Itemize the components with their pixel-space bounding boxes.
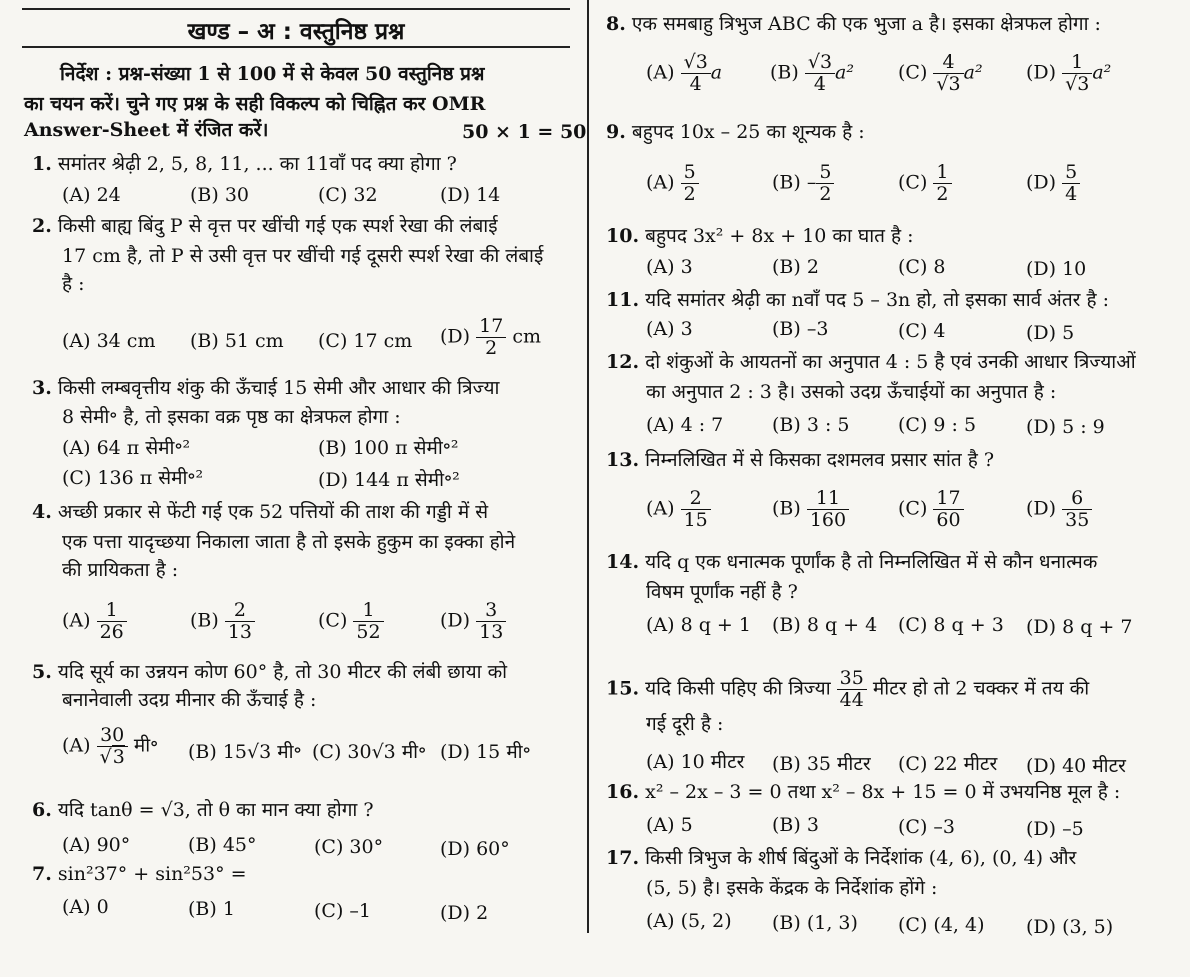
option-b[interactable]: (B) – $\frac{5}{2}$ <box>772 162 834 205</box>
option-c[interactable]: (C) 9 : 5 <box>898 414 977 436</box>
question-text: विषम पूर्णांक नहीं है ? <box>646 581 798 603</box>
instructions-line-2: का चयन करें। चुने गए प्रश्न के सही विकल्प को चिह्नित कर OMR <box>24 93 486 115</box>
question-text: यदि किसी पहिए की त्रिज्या <box>645 677 831 700</box>
option-b[interactable]: (B) $\frac{11}{160}$ <box>772 488 849 531</box>
question-text: एक समबाहु त्रिभुज ABC की एक भुजा a है। इसका क्षेत्रफल होगा : <box>631 13 1101 35</box>
column-divider <box>587 0 589 933</box>
question-text: (5, 5) है। इसके केंद्रक के निर्देशांक होंगे : <box>646 877 938 899</box>
option-c[interactable]: (C) 32 <box>318 184 378 206</box>
option-b[interactable]: (B) 51 cm <box>190 330 284 352</box>
option-a[interactable]: (A) 34 cm <box>62 330 156 352</box>
instructions-line-3: Answer-Sheet में रंजित करें। <box>24 119 269 141</box>
option-a[interactable]: (A) 8 q + 1 <box>646 614 751 636</box>
option-a[interactable]: (A) 24 <box>62 184 121 206</box>
question-number: 2. <box>32 215 52 237</box>
title-rule <box>22 46 570 48</box>
option-d[interactable]: (D) $\frac{6}{35}$ <box>1026 488 1092 531</box>
question-number: 4. <box>32 501 52 523</box>
option-c[interactable]: (C) (4, 4) <box>898 914 985 936</box>
option-a[interactable]: (A) 90° <box>62 834 131 856</box>
question-text: यदि tanθ = √3, तो θ का मान क्या होगा ? <box>57 799 374 821</box>
question-number: 7. <box>32 863 52 885</box>
question-number: 1. <box>32 153 52 175</box>
question-number: 10. <box>606 225 640 247</box>
option-label: (D) <box>440 325 471 348</box>
fraction: $\frac{17}{2}$ <box>476 316 506 359</box>
question-text: किसी बाह्य बिंदु P से वृत्त पर खींची गई एक स्पर्श रेखा की लंबाई <box>57 215 498 237</box>
option-a[interactable]: (A) $\frac{1}{26}$ <box>62 600 127 643</box>
question-text: 8 सेमी॰ है, तो इसका वक्र पृष्ठ का क्षेत्रफल होगा : <box>62 406 401 428</box>
option-d[interactable]: (D) 8 q + 7 <box>1026 616 1133 638</box>
option-d[interactable]: (D) 144 π सेमी॰² <box>318 469 460 491</box>
question-number: 12. <box>606 351 640 373</box>
question-text: sin²37° + sin²53° = <box>57 863 247 885</box>
question-text: मीटर हो तो 2 चक्कर में तय की <box>872 677 1090 700</box>
option-b[interactable]: (B) 15√3 मी॰ <box>188 741 302 763</box>
option-a[interactable]: (A) 3 <box>646 256 693 278</box>
option-b[interactable]: (B) $\frac{2}{13}$ <box>190 600 255 643</box>
option-b[interactable]: (B) 100 π सेमी॰² <box>318 437 459 459</box>
option-c[interactable]: (C) 4 <box>898 320 946 342</box>
question-text: यदि समांतर श्रेढ़ी का nवाँ पद 5 – 3n हो, तो इसका सार्व अंतर है : <box>645 289 1109 311</box>
option-a[interactable]: (A) 3 <box>646 318 693 340</box>
option-b[interactable]: (B) (1, 3) <box>772 912 858 934</box>
question-text: समांतर श्रेढ़ी 2, 5, 8, 11, ... का 11वाँ पद क्या होगा ? <box>57 153 457 175</box>
option-c[interactable]: (C) 17 cm <box>318 330 413 352</box>
question-number: 11. <box>606 289 640 311</box>
option-a[interactable]: (A) 5 <box>646 814 693 836</box>
section-title: खण्ड – अ : वस्तुनिष्ठ प्रश्न <box>187 19 405 45</box>
question-number: 16. <box>606 781 640 803</box>
option-a[interactable]: (A) 4 : 7 <box>646 414 724 436</box>
option-c[interactable]: (C) 22 मीटर <box>898 753 998 775</box>
option-d[interactable]: (D) 10 <box>1026 258 1087 280</box>
question-text: बहुपद 3x² + 8x + 10 का घात है : <box>645 225 914 247</box>
question-text: 17 cm है, तो P से उसी वृत्त पर खींची गई दूसरी स्पर्श रेखा की लंबाई <box>62 245 544 267</box>
option-a[interactable]: (A) 10 मीटर <box>646 751 745 773</box>
option-d[interactable]: (D) (3, 5) <box>1026 916 1114 938</box>
option-c[interactable]: (C) 30√3 मी॰ <box>312 741 427 763</box>
option-b[interactable]: (B) 30 <box>190 184 250 206</box>
option-b[interactable]: (B) 8 q + 4 <box>772 614 878 636</box>
question-text: गई दूरी है : <box>646 713 724 735</box>
question-text: की प्रायिकता है : <box>62 559 179 581</box>
unit: cm <box>512 325 542 348</box>
option-d[interactable] <box>440 316 541 359</box>
question-number: 8. <box>606 13 626 35</box>
option-a[interactable]: (A) $\frac{2}{15}$ <box>646 488 711 531</box>
option-d[interactable]: (D) 5 <box>1026 322 1075 344</box>
option-a[interactable]: (A) $\frac{√3}{4}$ a <box>646 51 723 95</box>
question-text: यदि q एक धनात्मक पूर्णांक है तो निम्नलिखित में से कौन धनात्मक <box>645 551 1098 573</box>
question-text: बहुपद 10x – 25 का शून्यक है : <box>631 121 865 143</box>
top-rule <box>22 8 570 10</box>
option-c[interactable]: (C) $\frac{1}{2}$ <box>898 162 952 205</box>
option-b[interactable]: (B) 3 : 5 <box>772 414 850 436</box>
option-d[interactable]: (D) 2 <box>440 902 489 924</box>
option-d[interactable]: (D) $\frac{3}{13}$ <box>440 600 506 643</box>
option-c[interactable]: (C) 30° <box>314 836 384 858</box>
question-number: 14. <box>606 551 640 573</box>
question-number: 5. <box>32 661 52 683</box>
question-text: एक पत्ता यादृच्छया निकाला जाता है तो इसके हुकुम का इक्का होने <box>62 531 516 553</box>
option-a[interactable]: (A) (5, 2) <box>646 910 732 932</box>
question-number: 13. <box>606 449 640 471</box>
option-d[interactable]: (D) 40 मीटर <box>1026 755 1126 777</box>
option-c[interactable]: (C) $\frac{4}{√3}$ a² <box>898 51 983 95</box>
fraction: $\frac{35}{44}$ <box>837 668 867 711</box>
option-c[interactable]: (C) –3 <box>898 816 955 838</box>
option-c[interactable]: (C) $\frac{17}{60}$ <box>898 488 964 531</box>
question-text: किसी त्रिभुज के शीर्ष बिंदुओं के निर्देशांक (4, 6), (0, 4) और <box>645 847 1077 869</box>
question-number: 6. <box>32 799 52 821</box>
option-b[interactable]: (B) 1 <box>188 898 235 920</box>
question-number: 15. <box>606 677 640 700</box>
option-d[interactable]: (D) 60° <box>440 838 510 860</box>
question-text: किसी लम्बवृत्तीय शंकु की ऊँचाई 15 सेमी और आधार की त्रिज्या <box>57 377 500 399</box>
question-text: का अनुपात 2 : 3 है। उसको उदग्र ऊँचाईयों का अनुपात है : <box>646 381 1057 403</box>
question-number: 3. <box>32 377 52 399</box>
option-c[interactable]: (C) $\frac{1}{52}$ <box>318 600 384 643</box>
question-number: 9. <box>606 121 626 143</box>
question-text: x² – 2x – 3 = 0 तथा x² – 8x + 15 = 0 में उभयनिष्ठ मूल है : <box>645 781 1121 803</box>
question-number: 17. <box>606 847 640 869</box>
option-d[interactable]: (D) 5 : 9 <box>1026 416 1105 438</box>
option-c[interactable]: (C) 8 <box>898 256 946 278</box>
question-text: यदि सूर्य का उन्नयन कोण 60° है, तो 30 मीटर की लंबी छाया को <box>57 661 508 683</box>
question-text: दो शंकुओं के आयतनों का अनुपात 4 : 5 है एवं उनकी आधार त्रिज्याओं <box>645 351 1136 373</box>
option-b[interactable]: (B) $\frac{√3}{4}$ a² <box>770 51 854 95</box>
option-b[interactable]: (B) 2 <box>772 256 819 278</box>
option-a[interactable]: (A) $\frac{5}{2}$ <box>646 162 699 205</box>
option-c[interactable]: (C) –1 <box>314 900 371 922</box>
instructions-line-1: निर्देश : प्रश्न-संख्या 1 से 100 में से केवल 50 वस्तुनिष्ठ प्रश्न <box>60 63 485 85</box>
option-a[interactable]: (A) $\frac{30}{√3}$ मी॰ <box>62 724 159 768</box>
marks-scheme: 50 × 1 = 50 <box>462 121 587 143</box>
option-d[interactable]: (D) 15 मी॰ <box>440 741 531 763</box>
option-b[interactable]: (B) –3 <box>772 318 829 340</box>
option-b[interactable]: (B) 3 <box>772 814 819 836</box>
question-text: अच्छी प्रकार से फेंटी गई एक 52 पत्तियों की ताश की गड्डी में से <box>57 501 489 523</box>
option-d[interactable]: (D) –5 <box>1026 818 1084 840</box>
option-b[interactable]: (B) 35 मीटर <box>772 753 871 775</box>
option-c[interactable]: (C) 8 q + 3 <box>898 614 1004 636</box>
option-a[interactable]: (A) 0 <box>62 896 109 918</box>
option-d[interactable]: (D) $\frac{5}{4}$ <box>1026 162 1080 205</box>
question-text: निम्नलिखित में से किसका दशमलव प्रसार सांत है ? <box>645 449 995 471</box>
option-b[interactable]: (B) 45° <box>188 834 257 856</box>
option-d[interactable]: (D) 14 <box>440 184 501 206</box>
option-a[interactable]: (A) 64 π सेमी॰² <box>62 437 191 459</box>
question-text: है : <box>62 273 85 295</box>
question-text: बनानेवाली उदग्र मीनार की ऊँचाई है : <box>62 689 317 711</box>
option-c[interactable]: (C) 136 π सेमी॰² <box>62 467 204 489</box>
option-d[interactable]: (D) $\frac{1}{√3}$ a² <box>1026 51 1112 95</box>
